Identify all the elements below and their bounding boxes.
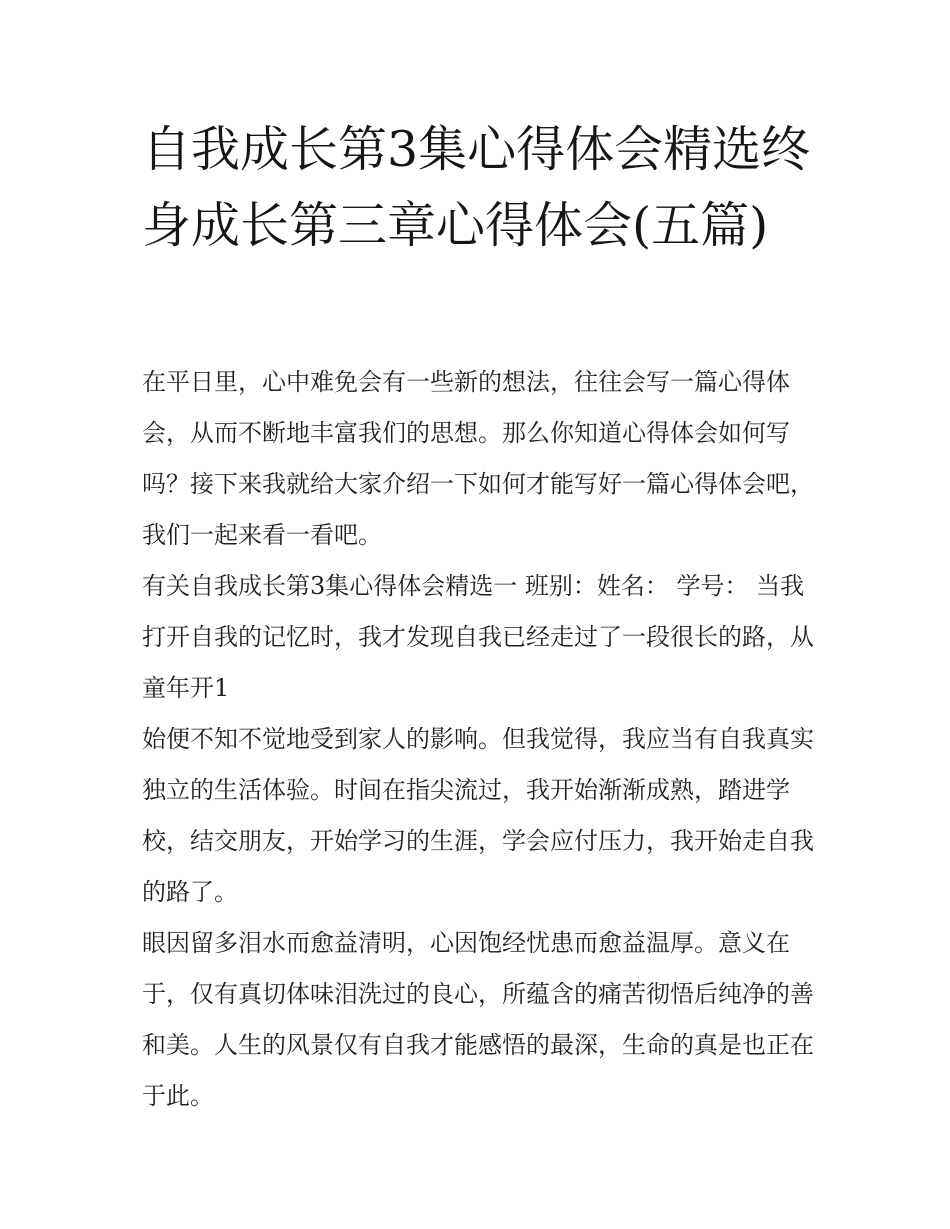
document-body: [142, 357, 814, 1122]
paragraph-reflection: 眼因留多泪水而愈益清明，心因饱经忧患而愈益温厚。意义在于，仅有真切体味泪洗过的良心，所蕴含的痛苦彻悟后纯净的善和美。人生的风景仅有自我才能感悟的最深，生命的真是也正在于此。: [142, 929, 814, 1110]
paragraph-essay-one-start: 有关自我成长第3集心得体会精选一 班别：姓名： 学号： 当我打开自我的记忆时，我才发现自我已经走过了一段很长的路，从童年开1: [142, 572, 814, 702]
paragraph-intro: 在平日里，心中难免会有一些新的想法，往往会写一篇心得体会，从而不断地丰富我们的思想。那么你知道心得体会如何写吗？接下来我就给大家介绍一下如何才能写好一篇心得体会吧，我们一起来看一看吧。: [142, 368, 814, 549]
paragraph-childhood: 始便不知不觉地受到家人的影响。但我觉得，我应当有自我真实独立的生活体验。时间在指尖流过，我开始渐渐成熟，踏进学校，结交朋友，开始学习的生涯，学会应付压力，我开始走自我的路了。: [142, 725, 814, 906]
document-title: 自我成长第3集心得体会精选终身成长第三章心得体会(五篇): [142, 121, 811, 254]
